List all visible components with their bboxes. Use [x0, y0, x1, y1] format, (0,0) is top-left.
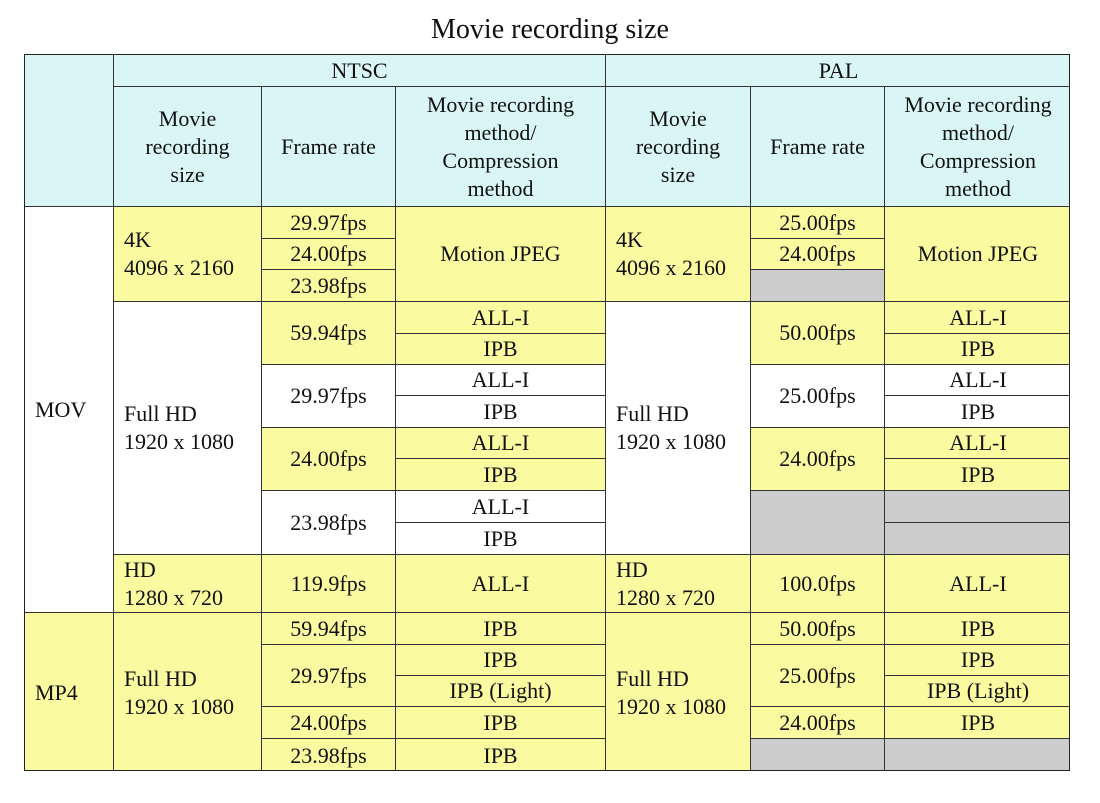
ntsc-rate-4k-2398: 23.98fps [262, 270, 396, 302]
table-title: Movie recording size [431, 14, 669, 45]
pal-method-fhd-2400-ipb: IPB [885, 459, 1070, 491]
ntsc-header-frame-rate: Frame rate [262, 87, 396, 207]
pal-rate-mp4-unavailable [751, 739, 885, 771]
ntsc-method-fhd-2400-alli: ALL-I [396, 428, 606, 459]
ntsc-rate-hd-1199: 119.9fps [262, 555, 396, 613]
pal-rate-fhd-5000: 50.00fps [751, 302, 885, 365]
pal-rate-mp4-5000: 50.00fps [751, 613, 885, 645]
pal-method-fhd-5000-alli: ALL-I [885, 302, 1070, 334]
format-mp4: MP4 [25, 613, 114, 771]
pal-method-fhd-unavailable-2 [885, 523, 1070, 555]
ntsc-size-fullhd-mp4: Full HD 1920 x 1080 [114, 613, 262, 771]
ntsc-method-fhd-2398-ipb: IPB [396, 523, 606, 555]
ntsc-rate-mp4-2400: 24.00fps [262, 707, 396, 739]
header-ntsc: NTSC [114, 55, 606, 87]
ntsc-rate-fhd-5994: 59.94fps [262, 302, 396, 365]
ntsc-method-fhd-5994-alli: ALL-I [396, 302, 606, 334]
pal-method-mp4-5000: IPB [885, 613, 1070, 645]
pal-method-fhd-2400-alli: ALL-I [885, 428, 1070, 459]
ntsc-method-mp4-5994: IPB [396, 613, 606, 645]
ntsc-rate-mp4-5994: 59.94fps [262, 613, 396, 645]
pal-method-fhd-2500-alli: ALL-I [885, 365, 1070, 396]
ntsc-method-mp4-2400: IPB [396, 707, 606, 739]
pal-rate-4k-2400: 24.00fps [751, 239, 885, 270]
ntsc-method-mp4-2997-ipb: IPB [396, 645, 606, 676]
pal-rate-fhd-2400: 24.00fps [751, 428, 885, 491]
header-pal: PAL [606, 55, 1070, 87]
pal-method-mp4-2500-light: IPB (Light) [885, 676, 1070, 707]
ntsc-rate-4k-2997: 29.97fps [262, 207, 396, 239]
pal-header-method: Movie recording method/ Compression method [885, 87, 1070, 207]
pal-size-4k: 4K 4096 x 2160 [606, 207, 751, 302]
movie-recording-size-table [24, 54, 1070, 771]
pal-size-fullhd-mov: Full HD 1920 x 1080 [606, 302, 751, 555]
pal-rate-hd-1000: 100.0fps [751, 555, 885, 613]
ntsc-rate-fhd-2398: 23.98fps [262, 491, 396, 555]
pal-method-4k: Motion JPEG [885, 207, 1070, 302]
ntsc-rate-mp4-2997: 29.97fps [262, 645, 396, 707]
format-mov: MOV [25, 207, 114, 613]
ntsc-size-fullhd-mov: Full HD 1920 x 1080 [114, 302, 262, 555]
ntsc-method-mp4-2997-light: IPB (Light) [396, 676, 606, 707]
ntsc-header-method: Movie recording method/ Compression method [396, 87, 606, 207]
ntsc-method-mp4-2398: IPB [396, 739, 606, 771]
pal-header-frame-rate: Frame rate [751, 87, 885, 207]
ntsc-method-4k: Motion JPEG [396, 207, 606, 302]
header-corner-cell [25, 55, 114, 207]
pal-rate-fhd-unavailable [751, 491, 885, 555]
pal-method-mp4-2400: IPB [885, 707, 1070, 739]
pal-method-hd: ALL-I [885, 555, 1070, 613]
pal-rate-mp4-2400: 24.00fps [751, 707, 885, 739]
ntsc-rate-4k-2400: 24.00fps [262, 239, 396, 270]
ntsc-method-fhd-2400-ipb: IPB [396, 459, 606, 491]
ntsc-method-fhd-2398-alli: ALL-I [396, 491, 606, 523]
pal-method-fhd-unavailable-1 [885, 491, 1070, 523]
pal-method-mp4-unavailable [885, 739, 1070, 771]
pal-rate-fhd-2500: 25.00fps [751, 365, 885, 428]
ntsc-rate-mp4-2398: 23.98fps [262, 739, 396, 771]
ntsc-method-fhd-2997-ipb: IPB [396, 396, 606, 428]
pal-header-size: Movie recording size [606, 87, 751, 207]
ntsc-size-4k: 4K 4096 x 2160 [114, 207, 262, 302]
pal-method-mp4-2500-ipb: IPB [885, 645, 1070, 676]
ntsc-header-size: Movie recording size [114, 87, 262, 207]
ntsc-method-fhd-2997-alli: ALL-I [396, 365, 606, 396]
pal-method-fhd-5000-ipb: IPB [885, 334, 1070, 365]
ntsc-rate-fhd-2400: 24.00fps [262, 428, 396, 491]
ntsc-method-hd: ALL-I [396, 555, 606, 613]
pal-size-hd: HD 1280 x 720 [606, 555, 751, 613]
pal-size-fullhd-mp4: Full HD 1920 x 1080 [606, 613, 751, 771]
ntsc-size-hd: HD 1280 x 720 [114, 555, 262, 613]
ntsc-rate-fhd-2997: 29.97fps [262, 365, 396, 428]
ntsc-method-fhd-5994-ipb: IPB [396, 334, 606, 365]
pal-method-fhd-2500-ipb: IPB [885, 396, 1070, 428]
pal-rate-4k-unavailable [751, 270, 885, 302]
pal-rate-mp4-2500: 25.00fps [751, 645, 885, 707]
pal-rate-4k-2500: 25.00fps [751, 207, 885, 239]
